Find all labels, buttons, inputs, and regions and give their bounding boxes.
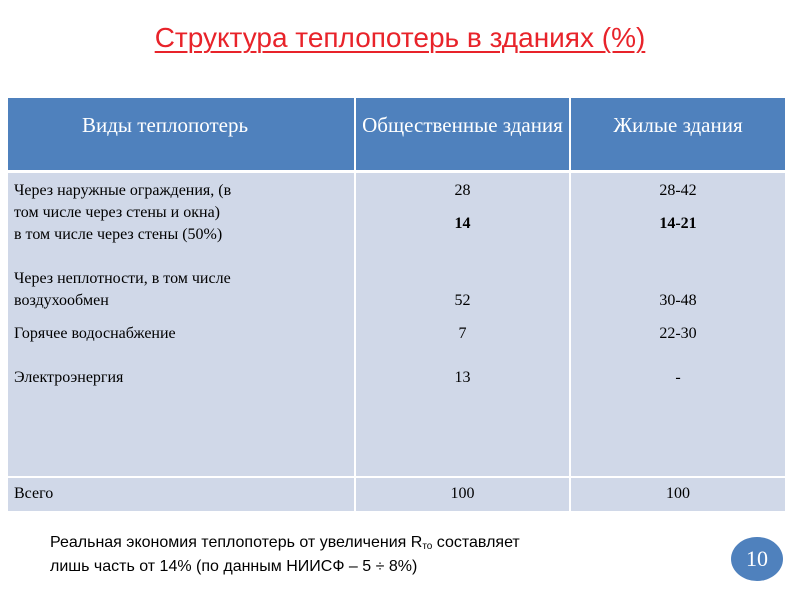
public-electricity-value: 13 bbox=[454, 369, 471, 386]
page-number: 10 bbox=[746, 546, 768, 571]
table-total-row bbox=[8, 477, 785, 512]
public-leaks-value: 52 bbox=[454, 292, 471, 309]
residential-hot-water-value: 22-30 bbox=[659, 325, 697, 342]
residential-values-cell bbox=[570, 172, 785, 478]
loss-type-leaks-line1: Через неплотности, в том числе bbox=[14, 270, 231, 287]
total-residential-value: 100 bbox=[570, 477, 785, 512]
footnote-text-part1: Реальная экономия теплопотерь от увеличения R bbox=[50, 534, 423, 551]
loss-type-walls: в том числе через стены (50%) bbox=[14, 226, 223, 243]
header-residential-buildings: Жилые здания bbox=[570, 98, 785, 172]
total-label: Всего bbox=[8, 477, 355, 512]
page-number-badge bbox=[731, 537, 783, 581]
loss-type-electricity: Электроэнергия bbox=[14, 369, 124, 386]
slide-title: Структура теплопотерь в зданиях (%) bbox=[154, 22, 646, 53]
loss-types-cell bbox=[8, 172, 355, 478]
residential-walls-value: 14-21 bbox=[659, 215, 697, 232]
header-loss-type: Виды теплопотерь bbox=[8, 98, 355, 172]
loss-type-envelope-line1: Через наружные ограждения, (в bbox=[14, 182, 232, 199]
footnote-subscript: то bbox=[422, 541, 433, 552]
table-row bbox=[8, 172, 785, 478]
footnote bbox=[50, 532, 690, 578]
public-values-cell bbox=[355, 172, 570, 478]
public-envelope-value: 28 bbox=[454, 182, 471, 199]
footnote-text-line2: лишь часть от 14% (по данным НИИСФ – 5 ÷ 8%) bbox=[50, 558, 418, 575]
table-header-row bbox=[8, 98, 785, 172]
public-hot-water-value: 7 bbox=[458, 325, 467, 342]
heat-loss-table bbox=[8, 98, 785, 513]
residential-electricity-value: - bbox=[675, 369, 681, 386]
residential-leaks-value: 30-48 bbox=[659, 292, 697, 309]
footnote-text-part2: составляет bbox=[432, 534, 520, 551]
public-walls-value: 14 bbox=[454, 215, 471, 232]
residential-envelope-value: 28-42 bbox=[659, 182, 697, 199]
loss-type-envelope-line2: том числе через стены и окна) bbox=[14, 204, 220, 221]
loss-type-hot-water: Горячее водоснабжение bbox=[14, 325, 176, 342]
loss-type-leaks-line2: воздухообмен bbox=[14, 292, 109, 309]
header-public-buildings: Общественные здания bbox=[355, 98, 570, 172]
total-public-value: 100 bbox=[355, 477, 570, 512]
